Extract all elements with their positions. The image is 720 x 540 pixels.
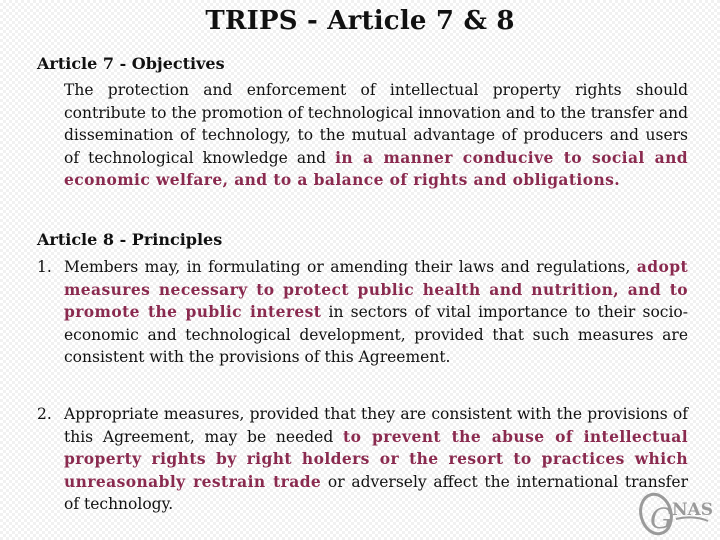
article-7-text-plain: The protection and enforcement of intellectual property rights should contribute to the promotion of technological innovation and to the transfer and dissemination of technology, to the mutual advantage of producers and users of technological knowledge and	[64, 81, 688, 167]
article-8-item-2-part-3: or adversely affect the international transfer of technology.	[64, 472, 688, 514]
article-8-item-1-part-2: adopt measures necessary to protect public health and nutrition, and to promote the public interest	[64, 257, 688, 322]
article-8-item-2-part-1: Appropriate measures, provided that they are consistent with the provisions of this Agreement, may be needed	[64, 405, 688, 446]
article-8-heading: Article 8 - Principles	[37, 230, 223, 249]
slide-title: TRIPS - Article 7 & 8	[205, 6, 515, 36]
svg-text:G: G	[650, 502, 673, 535]
article-7-text	[64, 79, 688, 192]
article-7-heading: Article 7 - Objectives	[37, 54, 225, 73]
article-8-item-2-text	[64, 403, 688, 516]
article-8-item-1-text	[64, 256, 688, 369]
article-8-item-2-part-2: to prevent the abuse of intellectual property rights by right holders or the resort to practices which unreasonably restrain trade	[64, 426, 688, 491]
article-7-text-emphasis: in a manner conducive to social and economic welfare, and to a balance of rights and obligations.	[64, 147, 688, 190]
article-8-item-1-part-1: Members may, in formulating or amending their laws and regulations,	[64, 258, 637, 276]
article-8-item-1-part-3: in sectors of vital importance to their socio-economic and technological development, provided that such measures are consistent with the provisions of this Agreement.	[64, 303, 688, 367]
article-8-item-1-number: 1.	[37, 258, 52, 276]
gnas-logo	[636, 488, 718, 538]
article-8-item-2-number: 2.	[37, 405, 52, 423]
logo-text: NAS	[672, 500, 714, 520]
